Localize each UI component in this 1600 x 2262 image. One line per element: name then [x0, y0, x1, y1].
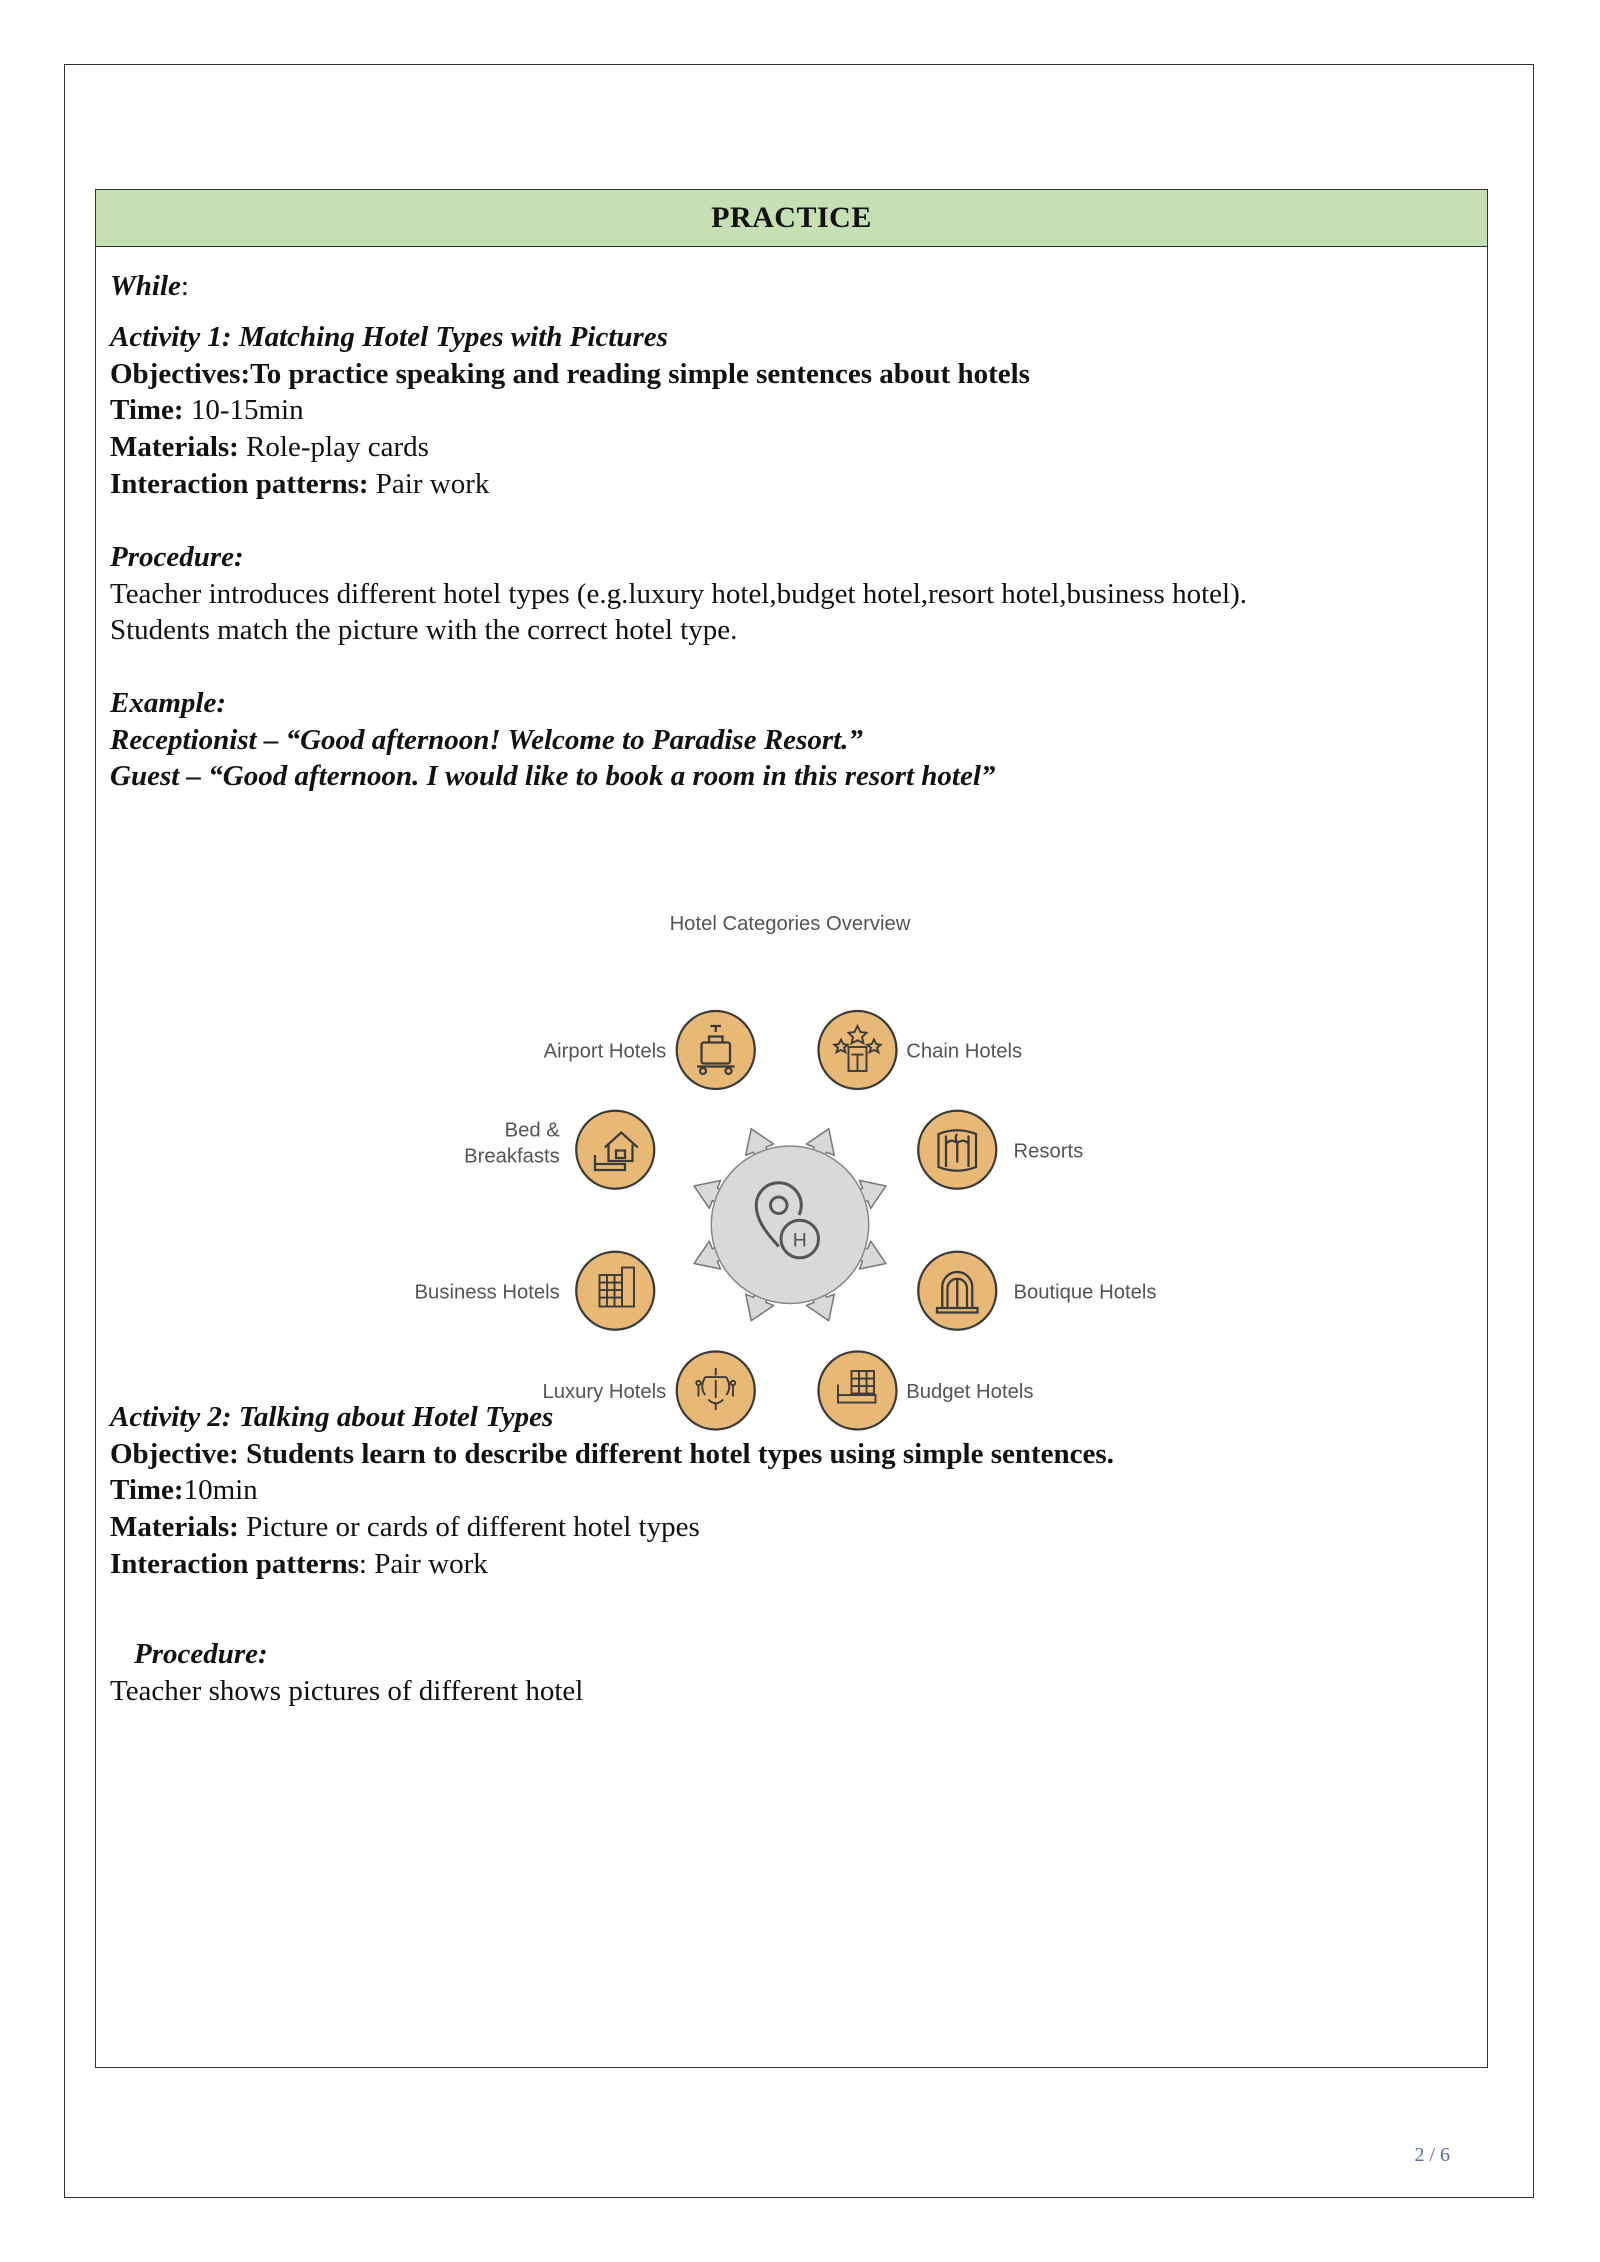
- category-label: Airport Hotels: [543, 1040, 667, 1063]
- category-budget-hotels: [819, 1352, 1034, 1430]
- procedure-line: Teacher introduces different hotel types (e.g.luxury hotel,budget hotel,resort hotel,business hotel).: [110, 578, 1247, 610]
- time-value: 10-15min: [183, 394, 304, 426]
- activity1-procedure-label: Procedure:: [110, 541, 244, 573]
- interaction-label: Interaction patterns:: [110, 468, 369, 500]
- objectives-label: Objectives:: [110, 358, 251, 390]
- category-label: Chain Hotels: [906, 1040, 1023, 1063]
- objective-label: Objective:: [110, 1438, 239, 1470]
- activity2-time: [110, 1472, 258, 1509]
- diagram-title: Hotel Categories Overview: [669, 913, 911, 935]
- materials-value: Role-play cards: [238, 431, 429, 463]
- objective-text: Students learn to describe different hotel types using simple sentences.: [238, 1438, 1114, 1470]
- hotel-categories-diagram: [240, 900, 1340, 1440]
- category-label: Luxury Hotels: [542, 1381, 667, 1403]
- activity1-materials: [110, 429, 429, 466]
- activity2-objective: [110, 1436, 1114, 1473]
- activity2-interaction: [110, 1546, 488, 1583]
- category-label: Business Hotels: [414, 1281, 560, 1304]
- category-business-hotels: [415, 1252, 655, 1330]
- interaction-label: Interaction patterns: [110, 1548, 359, 1580]
- interaction-value: Pair work: [368, 468, 490, 500]
- time-label: Time:: [110, 394, 184, 426]
- activity1-title: Activity 1: Matching Hotel Types with Pictures: [110, 321, 668, 353]
- while-heading: [110, 268, 189, 305]
- category-bed-and-breakfasts: [464, 1111, 654, 1189]
- category-boutique-hotels: [918, 1252, 1156, 1330]
- category-label-line2: Breakfasts: [464, 1145, 560, 1168]
- activity1-interaction: [110, 466, 489, 503]
- activity1-time: [110, 392, 304, 429]
- category-label: Bed &: [504, 1119, 560, 1142]
- activity1-objectives: [110, 356, 1030, 393]
- objectives-text: To practice speaking and reading simple sentences about hotels: [250, 358, 1030, 390]
- category-label: Boutique Hotels: [1013, 1281, 1157, 1304]
- time-label: Time:: [110, 1474, 184, 1506]
- category-resorts: [918, 1111, 1083, 1189]
- example-line: Receptionist – “Good afternoon! Welcome to Paradise Resort.”: [110, 724, 863, 756]
- activity2-materials: [110, 1509, 700, 1546]
- materials-label: Materials:: [110, 1511, 239, 1543]
- category-label: Budget Hotels: [906, 1381, 1034, 1403]
- time-value: 10min: [183, 1474, 258, 1506]
- while-colon: :: [180, 270, 189, 302]
- example-label: Example:: [110, 687, 226, 719]
- category-label: Resorts: [1013, 1140, 1084, 1163]
- activity2-procedure-text: Teacher shows pictures of different hotel: [110, 1675, 584, 1707]
- category-airport-hotels: [544, 1011, 755, 1089]
- activity2-title: Activity 2: Talking about Hotel Types: [110, 1401, 554, 1433]
- materials-label: Materials:: [110, 431, 239, 463]
- interaction-value: : Pair work: [358, 1548, 488, 1580]
- procedure-line: Students match the picture with the correct hotel type.: [110, 614, 738, 646]
- while-label: While: [110, 270, 181, 302]
- category-luxury-hotels: [542, 1352, 754, 1430]
- page-number: 2 / 6: [1414, 2144, 1450, 2166]
- materials-value: Picture or cards of different hotel types: [238, 1511, 700, 1543]
- hub-letter: H: [792, 1229, 807, 1252]
- category-chain-hotels: [819, 1011, 1023, 1089]
- activity2-procedure-label: Procedure:: [134, 1638, 268, 1670]
- practice-header: PRACTICE: [96, 190, 1487, 247]
- example-line: Guest – “Good afternoon. I would like to book a room in this resort hotel”: [110, 760, 996, 792]
